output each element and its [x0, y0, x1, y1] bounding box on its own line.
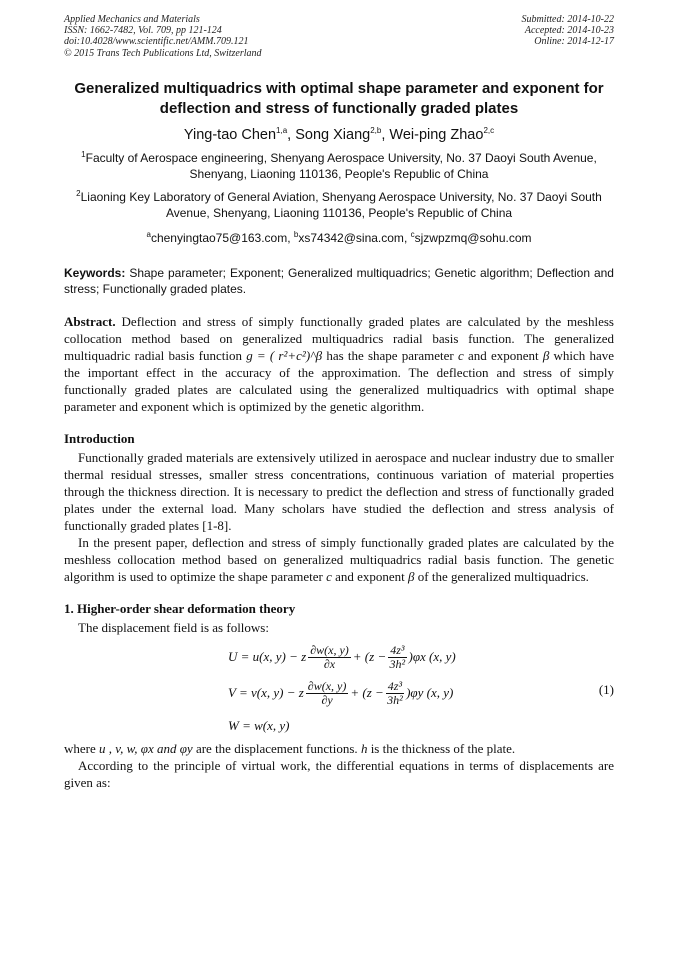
email-list: $^a$chenyingtao75@163.com, $^b$xs74342@sina.com, $^c$sjzwpzmq@sohu.com: [146, 229, 532, 245]
equation-row-w: [228, 718, 289, 734]
abstract: [64, 313, 614, 415]
author-sup: 1,a: [276, 125, 288, 135]
intro-paragraph-2: [64, 534, 614, 585]
submitted-date: Submitted: 2014-10-22: [521, 14, 614, 25]
eq-fraction: [386, 680, 404, 707]
section1-text: where: [64, 740, 96, 756]
eq-denominator: ∂x: [323, 656, 336, 671]
section1-paragraph-3: According to the principle of virtual work, the differential equations in terms of displacements are given as:: [64, 757, 614, 790]
email-link[interactable]: chenyingtao75@163.com: [150, 230, 288, 245]
equation-row-v: [228, 680, 453, 707]
author-name: Song Xiang: [295, 126, 371, 143]
eq-denominator: 3h²: [387, 692, 403, 707]
intro-text: of the generalized multiquadrics.: [417, 568, 589, 584]
section1-paragraph-2: [64, 740, 614, 757]
section1-text: are the displacement functions.: [195, 740, 358, 756]
abstract-text: has the shape parameter: [326, 347, 454, 363]
equation-number: (1): [598, 681, 614, 697]
author-sup: 2,b: [370, 125, 382, 135]
affiliation-text: Faculty of Aerospace engineering, Shenyang Aerospace University, No. 37 Daoyi South Avenue, Shenyang, Liaoning 110136, People's Republic of China: [85, 150, 597, 181]
exponent-symbol: β: [542, 347, 550, 363]
author-name: Wei-ping Zhao: [389, 126, 484, 143]
journal-header: [64, 14, 614, 59]
eq-numerator: ∂w(x, y): [310, 642, 349, 657]
eq-fraction: [306, 680, 349, 707]
author-sup: 2,c: [483, 125, 495, 135]
eq-fraction: [388, 644, 406, 671]
paper-page: [64, 14, 614, 791]
email-sup: c: [410, 229, 415, 239]
author-list: Ying-tao Chen$^{1,a}$, Song Xiang$^{2,b}$, Wei-ping Zhao$^{2,c}$: [183, 125, 495, 143]
abstract-text: Deflection and stress of simply functionally graded plates are calculated by the meshless collocation method based on generalized multiquadrics radial basis function. The generalized multiquadric radial basis function: [64, 313, 614, 363]
email-link[interactable]: sjzwpzmq@sohu.com: [414, 230, 532, 245]
section1-text: is the thickness of the plate.: [370, 740, 516, 756]
affiliation-1: [64, 150, 614, 182]
eq-fraction: [308, 644, 351, 671]
abstract-text: which have the important effect in the accuracy of the approximation. The deflection and stress of simply functionally graded plates are calculated using the generalized multiquadrics with optimal shape parameter and exponent which is optimized by the genetic algorithm.: [64, 347, 615, 414]
doi-line: doi:10.4028/www.scientific.net/AMM.709.121: [64, 36, 249, 48]
keywords: [64, 265, 614, 297]
paper-title: Generalized multiquadrics with optimal shape parameter and exponent for deflection and stress of functionally graded plates: [74, 79, 604, 117]
affiliation-sup: 2: [76, 188, 81, 198]
email-sup: a: [146, 229, 151, 239]
eq-text: )φx (x, y): [408, 649, 456, 665]
online-date: Online: 2014-12-17: [534, 36, 614, 48]
author-name: Ying-tao Chen: [183, 126, 277, 143]
affiliation-2: [64, 189, 614, 221]
affiliation-sup: 1: [81, 149, 86, 159]
keywords-label: Keywords:: [64, 265, 126, 280]
eq-numerator: 4z³: [390, 642, 405, 657]
copyright-line: © 2015 Trans Tech Publications Ltd, Switzerland: [64, 47, 262, 59]
eq-text: V = v(x, y) − z: [228, 685, 304, 701]
equation-1: [64, 640, 614, 736]
eq-text: + (z −: [350, 685, 384, 701]
accepted-date: Accepted: 2014-10-23: [524, 25, 614, 37]
issn-line: ISSN: 1662-7482, Vol. 709, pp 121-124: [64, 25, 222, 37]
eq-text: + (z −: [352, 649, 387, 665]
eq-text: W = w(x, y): [228, 717, 290, 733]
intro-text: In the present paper, deflection and stress of simply functionally graded plates are calculated by the meshless collocation method based on generalized multiquadrics radial basis function. The genetic algorithm is used to optimize the shape parameter: [64, 534, 614, 584]
equation-row-u: [228, 644, 456, 671]
eq-numerator: 4z³: [387, 678, 403, 693]
header-left: [64, 14, 262, 59]
affiliation-text: Liaoning Key Laboratory of General Aviation, Shenyang Aerospace University, No. 37 Daoyi South Avenue, Shenyang, Liaoning 110136, People's Republic of China: [80, 189, 602, 220]
displacement-vars: u , v, w, φx and φy: [99, 740, 193, 756]
intro-text: and exponent: [335, 568, 405, 584]
header-right: [522, 14, 615, 59]
abstract-label: Abstract.: [64, 313, 116, 329]
section-heading-introduction: Introduction: [64, 430, 135, 446]
abstract-text: and exponent: [467, 347, 539, 363]
section1-paragraph-1: The displacement field is as follows:: [78, 619, 269, 635]
eq-text: )φy (x, y): [406, 685, 454, 701]
intro-paragraph-1: Functionally graded materials are extensively utilized in aerospace and nuclear industry due to smaller thermal residual stresses, smaller stress concentrations, continuous variation of material properties through the thickness direction. It is necessary to predict the deflection and stress of functionally graded plates under the external load. Many scholars have studied the deflection and stress analysis of functionally graded plates [1-8].: [64, 449, 614, 533]
shape-param-symbol: c: [457, 347, 464, 363]
journal-name: Applied Mechanics and Materials: [64, 14, 200, 25]
rbf-formula: g = ( r²+c²)^β: [246, 347, 323, 363]
email-link[interactable]: xs74342@sina.com: [298, 230, 404, 245]
keywords-text: Shape parameter; Exponent; Generalized multiquadrics; Genetic algorithm; Deflection and stress; Functionally graded plates.: [64, 265, 614, 296]
email-sup: b: [293, 229, 299, 239]
thickness-symbol: h: [360, 740, 368, 756]
section-heading-1: 1. Higher-order shear deformation theory: [64, 600, 296, 616]
eq-text: U = u(x, y) − z: [228, 649, 307, 665]
eq-denominator: ∂y: [321, 692, 333, 707]
eq-denominator: 3h²: [389, 656, 406, 671]
exponent-symbol: β: [408, 568, 415, 584]
shape-param-symbol: c: [326, 568, 332, 584]
eq-numerator: ∂w(x, y): [307, 678, 347, 693]
